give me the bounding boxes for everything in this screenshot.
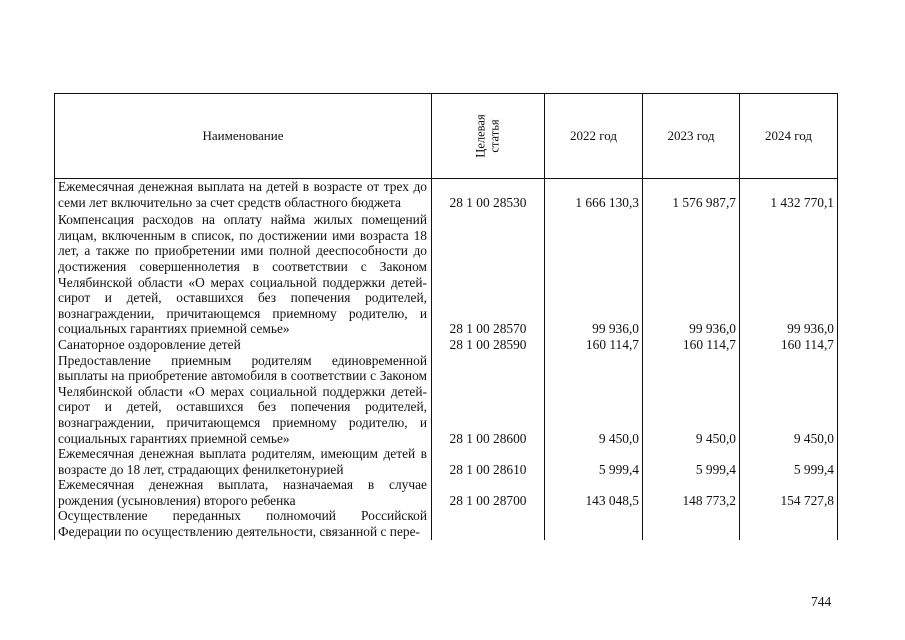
table-row (55, 446, 838, 477)
header-name: Наименование (55, 94, 432, 179)
row-value-2022: 5 999,4 (545, 446, 643, 477)
row-name: Ежемесячная денежная выплата на детей в возрасте от трех до семи лет включительно за счет средств областного бюджета (55, 179, 432, 211)
row-value-2023: 99 936,0 (643, 210, 740, 337)
budget-table (54, 93, 838, 540)
row-value-2024: 5 999,4 (740, 446, 838, 477)
row-value-2024: 154 727,8 (740, 477, 838, 508)
table-row (55, 210, 838, 337)
header-year-2024: 2024 год (740, 94, 838, 179)
row-code: 28 1 00 28600 (432, 353, 545, 447)
header-code-line2: статья (488, 118, 502, 153)
row-value-2024: 99 936,0 (740, 210, 838, 337)
header-code (432, 94, 545, 179)
header-year-2023: 2023 год (643, 94, 740, 179)
header-code-line1: Целевая (474, 113, 488, 158)
row-value-2024: 1 432 770,1 (740, 179, 838, 211)
row-code: 28 1 00 28590 (432, 337, 545, 353)
row-value-2023: 1 576 987,7 (643, 179, 740, 211)
row-value-2023: 5 999,4 (643, 446, 740, 477)
table-row (55, 353, 838, 447)
page-number: 744 (811, 594, 832, 609)
row-code: 28 1 00 28700 (432, 477, 545, 508)
table-row (55, 477, 838, 508)
header-year-2022: 2022 год (545, 94, 643, 179)
row-value-2023: 148 773,2 (643, 477, 740, 508)
row-value-2023: 160 114,7 (643, 337, 740, 353)
table-row (55, 508, 838, 539)
row-value-2022: 160 114,7 (545, 337, 643, 353)
row-value-2024 (740, 508, 838, 539)
row-name: Ежемесячная денежная выплата родителям, имеющим детей в возрасте до 18 лет, страдающих фенилкетонурией (55, 446, 432, 477)
row-name: Санаторное оздоровление детей (55, 337, 432, 353)
row-name: Предоставление приемным родителям единовременной выплаты на приобретение автомобиля в соответствии с Законом Челябинской области «О мерах социальной поддержки детей-сирот и детей, оставшихся без попечения родителей, вознаграждении, причитающемся приемному родителю, и социальных гарантиях приемной семье» (55, 353, 432, 447)
row-value-2023 (643, 508, 740, 539)
row-value-2022: 99 936,0 (545, 210, 643, 337)
table-row (55, 179, 838, 211)
row-value-2024: 160 114,7 (740, 337, 838, 353)
row-value-2022: 1 666 130,3 (545, 179, 643, 211)
row-code: 28 1 00 28530 (432, 179, 545, 211)
row-value-2023: 9 450,0 (643, 353, 740, 447)
row-name: Ежемесячная денежная выплата, назначаемая в случае рождения (усыновления) второго ребенка (55, 477, 432, 508)
row-name: Осуществление переданных полномочий Российской Федерации по осуществлению деятельности, связанной с пере- (55, 508, 432, 539)
table-row (55, 337, 838, 353)
row-code: 28 1 00 28570 (432, 210, 545, 337)
row-value-2022 (545, 508, 643, 539)
row-value-2022: 9 450,0 (545, 353, 643, 447)
row-code (432, 508, 545, 539)
row-code: 28 1 00 28610 (432, 446, 545, 477)
row-value-2022: 143 048,5 (545, 477, 643, 508)
table-header-row (55, 94, 838, 179)
row-name: Компенсация расходов на оплату найма жилых помещений лицам, включенным в список, по достижении ими возраста 18 лет, а также по приобретении ими полной дееспособности до достижения совершеннолетия в соответствии с Законом Челябинской области «О мерах социальной поддержки детей-сирот и детей, оставшихся без попечения родителей, вознаграждении, причитающемся приемному родителю, и социальных гарантиях приемной семье» (55, 210, 432, 337)
row-value-2024: 9 450,0 (740, 353, 838, 447)
